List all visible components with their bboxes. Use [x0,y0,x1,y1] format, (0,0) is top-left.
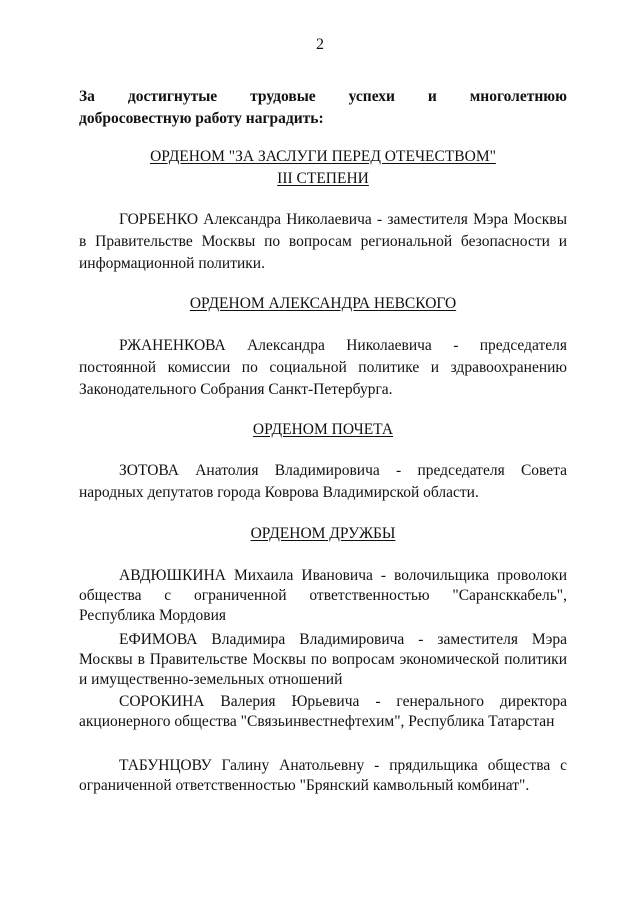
awardee-paragraph: ТАБУНЦОВУ Галину Анатольевну - прядильщика общества с ограниченной ответственностью "Брянский камвольный комбинат". [79,757,567,794]
order-heading-fatherland [79,146,567,190]
page-number: 2 [316,36,324,53]
heading-line: ОРДЕНОМ ДРУЖБЫ [250,525,396,542]
awardee-paragraph: ЕФИМОВА Владимира Владимировича - заместителя Мэра Москвы в Правительстве Москвы по вопросам экономической политики и имущественно-земельных отношений [79,631,567,688]
intro-word: успехи [348,88,395,105]
heading-line: III СТЕПЕНИ [277,170,369,187]
awardee-paragraph: ЗОТОВА Анатолия Владимировича - председателя Совета народных депутатов города Коврова Владимирской области. [79,462,567,501]
order-heading-friendship [79,523,567,545]
intro-word: многолетнюю [469,88,567,105]
heading-line: ОРДЕНОМ ПОЧЕТА [252,421,394,438]
intro-line-2: добросовестную работу наградить: [79,110,324,127]
order-heading-honour [79,419,567,441]
intro-word: достигнутые [127,88,218,105]
awardee-paragraph: ГОРБЕНКО Александра Николаевича - заместителя Мэра Москвы в Правительстве Москвы по вопросам региональной безопасности и информационной политики. [79,211,567,272]
intro-word: За [79,88,95,105]
awardee-paragraph: СОРОКИНА Валерия Юрьевича - генерального директора акционерного общества "Связьинвестнефтехим", Республика Татарстан [79,693,567,730]
intro-text [79,86,567,130]
heading-line: ОРДЕНОМ "ЗА ЗАСЛУГИ ПЕРЕД ОТЕЧЕСТВОМ" [150,148,496,165]
intro-word: и [427,88,437,105]
intro-word: трудовые [250,88,316,105]
awardee-paragraph: АВДЮШКИНА Михаила Ивановича - волочильщика проволоки общества с ограниченной ответственностью "Сарансккабель", Республика Мордовия [79,567,567,624]
intro-line-1 [79,86,567,108]
order-heading-nevsky [79,293,567,315]
awardee-paragraph: РЖАНЕНКОВА Александра Николаевича - председателя постоянной комиссии по социальной политике и здравоохранению Законодательного Собрания Санкт-Петербурга. [79,337,567,398]
heading-line: ОРДЕНОМ АЛЕКСАНДРА НЕВСКОГО [189,295,457,312]
